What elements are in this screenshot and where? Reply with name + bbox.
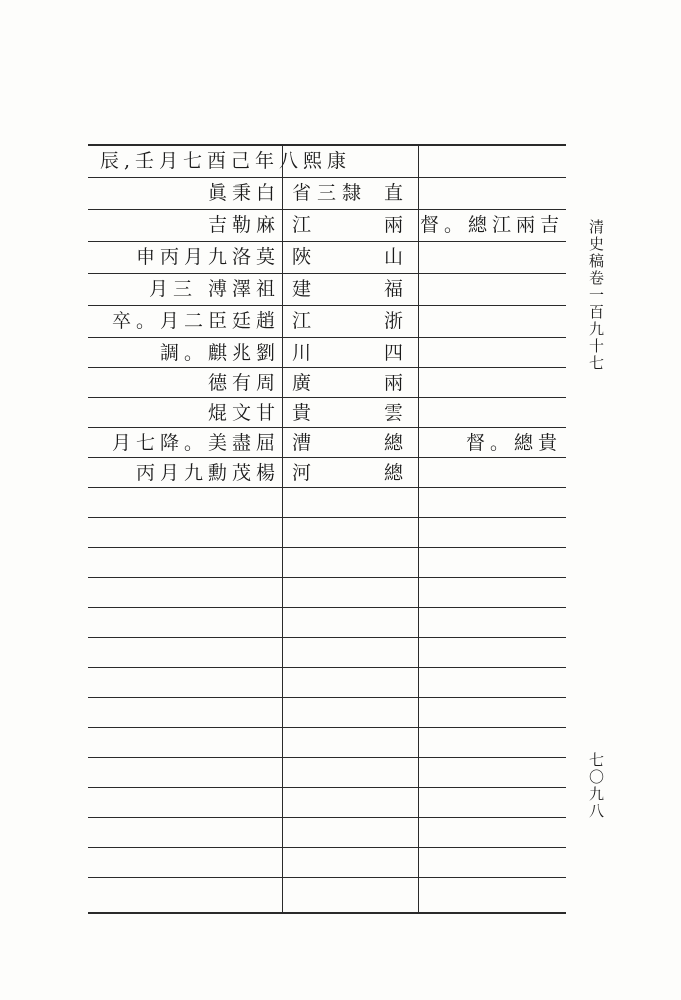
cell-province — [284, 428, 409, 458]
row-rule — [88, 607, 566, 608]
cell-province — [284, 818, 409, 848]
row-rule — [88, 577, 566, 578]
row-rule — [88, 241, 566, 242]
cell-province — [284, 848, 409, 878]
cell-note — [420, 848, 562, 878]
cell-province-b: 總 — [383, 432, 403, 454]
cell-name — [100, 758, 280, 788]
cell-province-a: 漕 — [292, 432, 318, 454]
cell-name — [100, 698, 280, 728]
cell-note — [420, 788, 562, 818]
table-row — [88, 306, 566, 336]
cell-note — [420, 518, 562, 548]
cell-note — [420, 878, 562, 908]
cell-province — [284, 578, 409, 608]
table-row — [88, 728, 566, 758]
table-row — [88, 428, 566, 458]
table-bottom-rule — [88, 912, 566, 914]
row-rule — [88, 427, 566, 428]
table-row — [88, 488, 566, 518]
cell-note — [420, 608, 562, 638]
cell-province-a: 陜 — [292, 246, 318, 268]
row-rule — [88, 305, 566, 306]
row-rule — [88, 847, 566, 848]
row-rule — [88, 487, 566, 488]
cell-province — [284, 608, 409, 638]
cell-note — [420, 178, 562, 208]
cell-province — [284, 698, 409, 728]
row-rule — [88, 457, 566, 458]
table-top-rule — [88, 144, 566, 146]
cell-province-a: 省三隸 — [292, 182, 368, 204]
cell-province — [284, 728, 409, 758]
cell-name — [100, 728, 280, 758]
table-row — [88, 274, 566, 304]
row-rule — [88, 787, 566, 788]
cell-province — [284, 274, 409, 304]
cell-province-b: 雲 — [383, 402, 403, 424]
cell-name — [100, 878, 280, 908]
cell-province-b: 直 — [383, 182, 403, 204]
cell-province-a: 江 — [292, 310, 318, 332]
table-row — [88, 848, 566, 878]
cell-name — [100, 638, 280, 668]
table-row — [88, 210, 566, 240]
cell-name: 辰,壬月七酉己年八熙康 — [100, 150, 352, 172]
row-rule — [88, 637, 566, 638]
cell-province — [284, 668, 409, 698]
table-row — [88, 698, 566, 728]
table-row — [88, 518, 566, 548]
cell-note — [420, 548, 562, 578]
table-row — [88, 368, 566, 398]
cell-province — [284, 458, 409, 488]
cell-province-a: 川 — [292, 342, 318, 364]
cell-note — [420, 274, 562, 304]
cell-province — [284, 210, 409, 240]
cell-province-a: 建 — [292, 278, 318, 300]
cell-name: 德有周 — [207, 372, 280, 394]
cell-province — [284, 242, 409, 272]
cell-province-b: 福 — [383, 278, 403, 300]
cell-province — [284, 368, 409, 398]
table-row — [88, 758, 566, 788]
cell-province — [284, 338, 409, 368]
table-row — [88, 242, 566, 272]
cell-note — [420, 638, 562, 668]
table-row — [88, 178, 566, 208]
cell-name: 月七降。美盡屈 — [111, 432, 280, 454]
row-rule — [88, 397, 566, 398]
table-row — [88, 788, 566, 818]
cell-name — [100, 818, 280, 848]
cell-name — [100, 578, 280, 608]
cell-province — [284, 488, 409, 518]
cell-note: 督。總貴 — [465, 432, 562, 454]
table-row — [88, 668, 566, 698]
table-row — [88, 578, 566, 608]
cell-note — [420, 338, 562, 368]
table-row — [88, 548, 566, 578]
cell-province — [284, 788, 409, 818]
cell-name — [100, 518, 280, 548]
cell-province-b: 四 — [383, 342, 403, 364]
cell-province — [284, 878, 409, 908]
cell-name — [100, 788, 280, 818]
cell-note — [420, 368, 562, 398]
cell-note — [420, 398, 562, 428]
table-row — [88, 818, 566, 848]
table-row — [88, 638, 566, 668]
cell-note: 督。總江兩吉 — [420, 214, 565, 236]
cell-name — [100, 608, 280, 638]
cell-province-a: 廣 — [292, 372, 318, 394]
cell-name: 吉勒麻 — [207, 214, 280, 236]
row-rule — [88, 757, 566, 758]
cell-province-b: 兩 — [383, 372, 403, 394]
cell-province-b: 總 — [383, 462, 403, 484]
cell-note — [420, 242, 562, 272]
cell-name — [100, 668, 280, 698]
cell-name: 月三 溥澤祖 — [148, 278, 280, 300]
cell-province — [284, 178, 409, 208]
cell-province — [284, 638, 409, 668]
cell-name: 調。麒兆劉 — [159, 342, 280, 364]
row-rule — [88, 697, 566, 698]
cell-province — [284, 398, 409, 428]
cell-name — [100, 488, 280, 518]
cell-note — [420, 728, 562, 758]
cell-province-b: 浙 — [383, 310, 403, 332]
cell-province — [284, 518, 409, 548]
cell-note — [420, 818, 562, 848]
cell-province-b: 兩 — [383, 214, 403, 236]
cell-province-a: 貴 — [292, 402, 318, 424]
row-rule — [88, 517, 566, 518]
running-header: 清史稿卷一百九十七 — [587, 218, 605, 372]
cell-name: 申丙月九洛莫 — [135, 246, 280, 268]
cell-note — [420, 668, 562, 698]
cell-province — [284, 758, 409, 788]
cell-province-b: 山 — [383, 246, 403, 268]
cell-note — [420, 146, 562, 176]
row-rule — [88, 367, 566, 368]
cell-province — [284, 306, 409, 336]
cell-province — [284, 146, 409, 176]
row-rule — [88, 727, 566, 728]
cell-name: 卒。月二臣廷趙 — [111, 310, 280, 332]
row-rule — [88, 877, 566, 878]
row-rule — [88, 273, 566, 274]
table-row — [88, 458, 566, 488]
table-row — [88, 146, 566, 176]
cell-name: 丙月九勳茂楊 — [135, 462, 280, 484]
row-rule — [88, 547, 566, 548]
cell-province-a: 河 — [292, 462, 318, 484]
cell-province — [284, 548, 409, 578]
row-rule — [88, 209, 566, 210]
cell-note — [420, 488, 562, 518]
cell-name: 焜文甘 — [207, 402, 280, 424]
row-rule — [88, 667, 566, 668]
table-row — [88, 338, 566, 368]
row-rule — [88, 337, 566, 338]
table-row — [88, 608, 566, 638]
cell-name — [100, 848, 280, 878]
cell-province-a: 江 — [292, 214, 318, 236]
cell-note — [420, 758, 562, 788]
cell-note — [420, 578, 562, 608]
cell-note — [420, 698, 562, 728]
cell-name — [100, 548, 280, 578]
cell-name: 眞秉白 — [207, 182, 280, 204]
row-rule — [88, 817, 566, 818]
table-row — [88, 878, 566, 908]
table-row — [88, 398, 566, 428]
cell-note — [420, 306, 562, 336]
row-rule — [88, 177, 566, 178]
page-number: 七〇九八 — [587, 752, 605, 820]
cell-note — [420, 458, 562, 488]
